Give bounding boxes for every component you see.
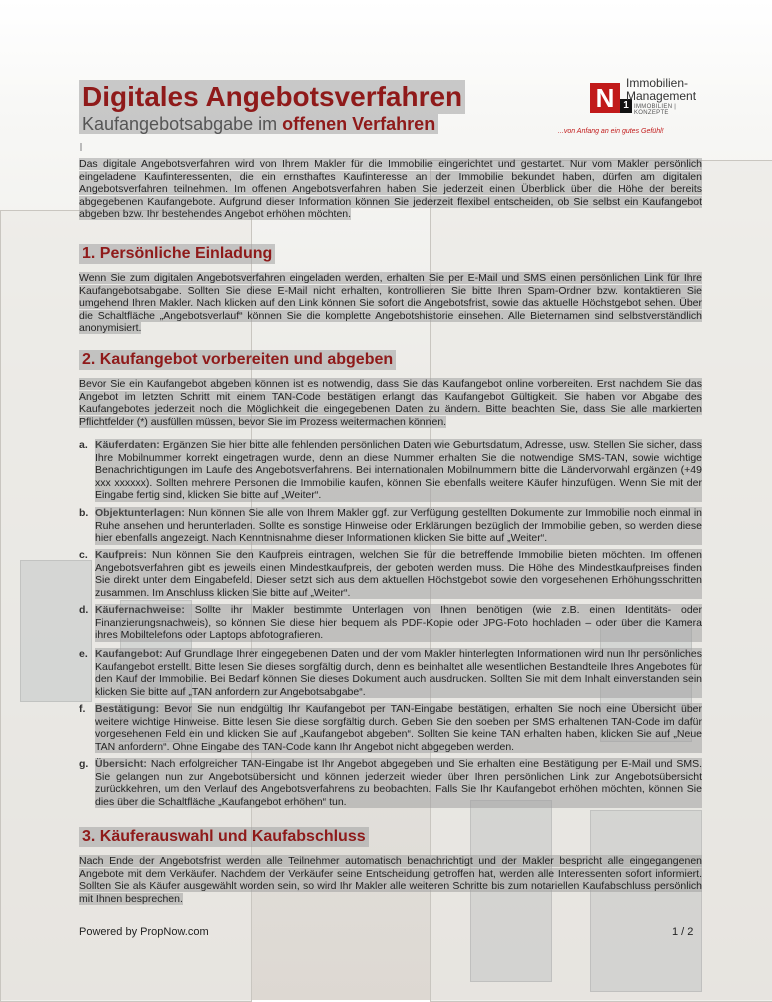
list-item-offer: e. Kaufangebot: Auf Grundlage Ihrer eingegebenen Daten und der vom Makler hinterlegten Informationen wird nun Ihr persönliches Kaufangebot erstellt. Bitte lesen Sie dieses sorgfältig durch, denn es beinhaltet alle wesentlichen Bestandteile Ihres Angebotes für den Kauf der Immobilie. Bei Bedarf können Sie dieses Dokument auch ausdrucken. Sollten Sie mit dem Inhalt einverstanden sein klicken Sie bitte auf „TAN anfordern zur Angebotsabgabe“. [79,648,702,698]
list-item-buyer-data: a. Käuferdaten: Ergänzen Sie hier bitte alle fehlenden persönlichen Daten wie Geburtsdatum, Adresse, usw. Stellen Sie sicher, dass Ihre Mobilnummer korrekt eingetragen wurde, denn an diese Nummer erhalten Sie die notwendige SMS-TAN, sowie wichtige Benachrichtigungen im Laufe des Angebotsverfahrens. Bei internationalen Mobilnummern bitte die Ländervorwahl ergänzen (+49 xxx xxxxxx). Sollten mehrere Personen die Immobilie kaufen, können Sie ebenfalls weitere Käufer hinzufügen. Wenn Sie mit der Eingabe fertig sind, klicken Sie bitte auf „Weiter“. [79,439,702,502]
section-text-invitation: Wenn Sie zum digitalen Angebotsverfahren eingeladen werden, erhalten Sie per E-Mail und SMS einen persönlichen Link für Ihre Kaufangebotsabgabe. Sollten Sie diese E-Mail nicht erhalten, kontrollieren Sie bitte Ihren Spam-Ordner bzw. kontaktieren Sie umgehend Ihren Makler. Nach klicken auf den Link können Sie sofort die Angebotsfrist, sowie das aktuelle Höchstgebot sehen. Über die Schaltfläche „Angebotsverlauf“ können Sie die komplette Angebotshistorie einsehen. Alle Bieternamen sind selbstverständlich anonymisiert. [79,272,702,335]
section-text-selection: Nach Ende der Angebotsfrist werden alle Teilnehmer automatisch benachrichtigt und der Makler bespricht alle eingegangenen Angebote mit dem Verkäufer. Nachdem der Verkäufer seine Entscheidung getroffen hat, werden alle Interessenten sofort informiert. Sollten Sie als Käufer ausgewählt worden sein, so wird Ihr Makler alle weiteren Schritte bis zum notariellen Kaufabschluss persönlich mit Ihnen besprechen. [79,855,702,905]
page-number: 1 / 2 [672,926,694,938]
subtitle-text: Kaufangebotsabgabe im [82,114,283,134]
company-logo [558,75,710,145]
divider-mark [80,143,82,151]
footer-powered-by: Powered by PropNow.com [79,926,209,938]
logo-name-line1: Immobilien- [626,76,689,90]
section-heading-selection: 3. Käuferauswahl und Kaufabschluss [79,827,369,847]
section-heading-invitation: 1. Persönliche Einladung [79,244,275,264]
list-item-documents: b. Objektunterlagen: Nun können Sie alle von Ihrem Makler ggf. zur Verfügung gestellten Dokumente zur Immobilie noch einmal in Ruhe ansehen und herunterladen. Sollte es sonstige Hinweise oder Erklärungen bezüglich der Immobilie geben, so werden diese hier ebenfalls angezeigt. Nach Kenntnisnahme dieser Informationen klicken Sie bitte auf „Weiter“. [79,507,702,545]
logo-subline: IMMOBILIEN | KONZEPTE [634,104,677,116]
list-item-buyer-proofs: d. Käufernachweise: Sollte ihr Makler bestimmte Unterlagen von Ihnen benötigen (wie z.B. einen Identitäts- oder Finanzierungsnachweis), so können Sie diese hier bequem als PDF-Kopie oder JPG-Foto hochladen – oder über die Kamera ihres Mobiltelefons oder Laptops abfotografieren. [79,604,702,642]
list-item-price: c. Kaufpreis: Nun können Sie den Kaufpreis eintragen, welchen Sie für die betreffende Immobilie bieten möchten. Im offenen Angebotsverfahren gibt es jeweils einen Mindestkaufpreis, der geboten werden muss. Die Höhe des Mindestkaufpreises finden Sie direkt unter dem Eingabefeld. Dieser setzt sich aus dem aktuellen Höchstgebot sowie den vorgesehenen Erhöhungsschritten zusammen. Im Anschluss klicken Sie bitte auf „Weiter“. [79,549,702,599]
logo-name [626,77,696,103]
logo-mark-sub: 1 [620,99,632,113]
section-text-offer: Bevor Sie ein Kaufangebot abgeben können ist es notwendig, dass Sie das Kaufangebot online vorbereiten. Erst nachdem Sie das Angebot im letzten Schritt mit einem TAN-Code bestätigen erlangt das Kaufangebot Gültigkeit. Sie haben vor Abgabe des Kaufangebotes jederzeit noch die Möglichkeit die eingegebenen Daten zu ändern. Bitte beachten Sie, dass Sie alle markierten Pflichtfelder (*) ausfüllen müssen, bevor Sie im Prozess weitermachen können. [79,378,702,428]
intro-paragraph: Das digitale Angebotsverfahren wird von Ihrem Makler für die Immobilie eingerichtet und gestartet. Nur vom Makler persönlich eingeladene Kaufinteressenten, die ein ernsthaftes Kaufinteresse an der Immobilie bekundet haben, dürfen am digitalen Angebotsverfahren teilnehmen. Im offenen Angebotsverfahren haben Sie jederzeit einen Überblick über die Höhe der bereits abgegebenen Kaufangebote. Aufgrund dieser Information können Sie jederzeit flexibel entscheiden, ob Sie selbst ein Kaufangebot abgeben bzw. Ihr bestehendes Angebot erhöhen möchten. [79,158,702,221]
list-item-overview: g. Übersicht: Nach erfolgreicher TAN-Eingabe ist Ihr Angebot abgegeben und Sie erhalten eine Bestätigung per E-Mail und SMS. Sie gelangen nun zur Angebotsübersicht und können jederzeit wieder über Ihren persönlichen Link zur Angebotsübersicht zurückkehren, um den Verlauf des Angebotsverfahrens zu beobachten. Falls Sie Ihr Kaufangebot erhöhen möchten, können Sie dies über die Schaltfläche „Kaufangebot erhöhen“ tun. [79,758,702,808]
page-title: Digitales Angebotsverfahren [79,80,465,114]
list-item-confirmation: f. Bestätigung: Bevor Sie nun endgültig Ihr Kaufangebot per TAN-Eingabe bestätigen, erhalten Sie noch eine Übersicht über weitere wichtige Hinweise. Bitte lesen Sie diese sorgfältig durch. Geben Sie den soeben per SMS erhaltenen TAN-Code im dafür vorgesehenen Feld ein und klicken Sie auf „Kaufangebot abgeben“. Sollten Sie keine TAN erhalten haben, klicken Sie auf „Neue TAN anfordern“. Ohne Eingabe des TAN-Code kann Ihr Angebot nicht abgegeben werden. [79,703,702,753]
logo-mark: N [590,83,620,113]
section-heading-offer: 2. Kaufangebot vorbereiten und abgeben [79,350,396,370]
page-subtitle [79,114,438,134]
subtitle-emphasis: offenen Verfahren [282,114,436,134]
logo-slogan: ...von Anfang an ein gutes Gefühl! [558,128,664,135]
logo-name-line2: Management [626,89,697,103]
